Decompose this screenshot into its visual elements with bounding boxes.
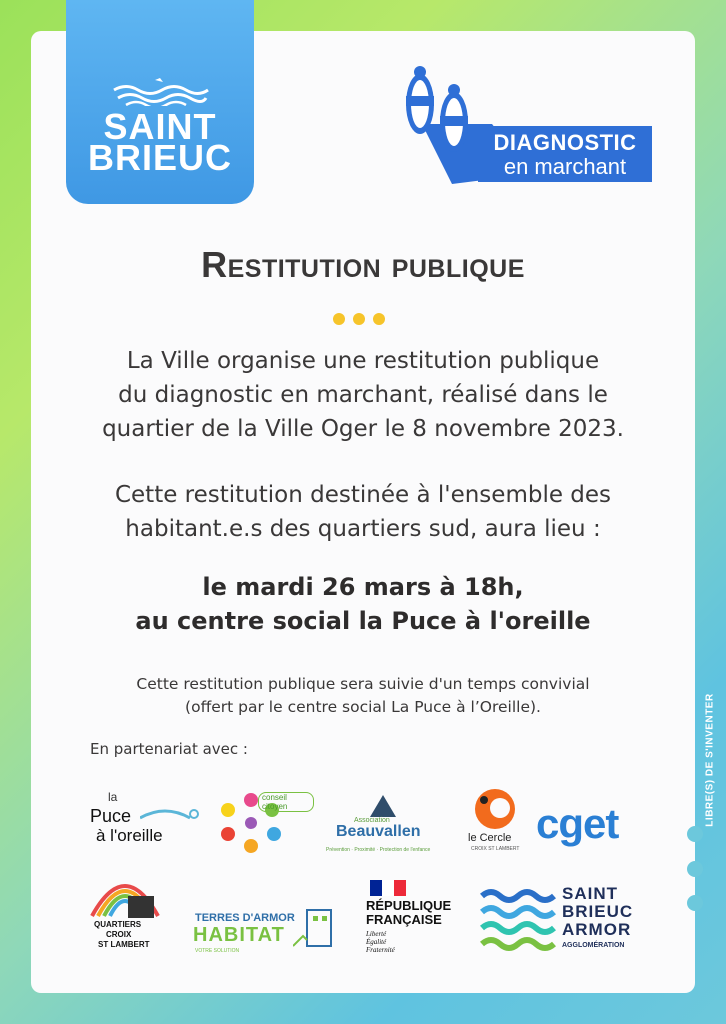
partners-label: En partenariat avec : xyxy=(90,740,248,758)
saint-brieuc-logo xyxy=(66,0,254,204)
sba-waves-icon xyxy=(480,886,558,954)
beauvallen-tagline: Prévention · Proximité · Protection de l'enfance xyxy=(326,847,431,853)
rf-l1: RÉPUBLIQUE xyxy=(366,898,452,913)
note-line: (offert par le centre social La Puce à l’Oreille). xyxy=(185,698,541,716)
house-icon xyxy=(370,795,396,817)
puce-small: la xyxy=(108,790,118,804)
rf-motto-2: Égalité xyxy=(366,938,387,946)
event-location: au centre social la Puce à l'oreille xyxy=(135,607,591,635)
edge-notch xyxy=(687,826,703,842)
cget-label: cget xyxy=(536,800,619,847)
partner-logo-cget xyxy=(536,800,632,850)
audience-line: Cette restitution destinée à l'ensemble des xyxy=(114,482,612,508)
partner-logo-puce xyxy=(90,790,200,850)
terres-tagline: VOTRE SOLUTION xyxy=(195,948,240,954)
terres-l1: TERRES D'ARMOR xyxy=(195,912,295,924)
terres-l2: HABITAT xyxy=(193,924,285,946)
side-slogan xyxy=(700,690,720,830)
waves-icon xyxy=(110,78,210,106)
quartiers-l3: ST LAMBERT xyxy=(98,940,150,949)
diagnostic-logo-line-1: DIAGNOSTIC xyxy=(493,130,637,155)
intro-line: quartier de la Ville Oger le 8 novembre 2023. xyxy=(102,416,624,442)
quartiers-l1: QUARTIERS xyxy=(94,920,142,929)
building-icon xyxy=(293,906,333,948)
marianne-flag-icon xyxy=(370,880,406,896)
diagnostic-logo xyxy=(478,126,652,182)
sba-l2: BRIEUC xyxy=(562,902,634,921)
rf-motto-3: Fraternité xyxy=(366,946,395,954)
partner-logo-le-cercle xyxy=(466,786,526,856)
rf-l2: FRANÇAISE xyxy=(366,912,442,927)
brand-line-1: SAINT xyxy=(103,106,217,147)
dot-icon xyxy=(353,313,365,325)
note-line: Cette restitution publique sera suivie d'un temps convivial xyxy=(136,675,590,693)
puce-main: Puce xyxy=(90,806,132,826)
quartiers-l2: CROIX xyxy=(106,930,132,939)
diagnostic-logo-line-2: en marchant xyxy=(503,154,627,179)
event-date-location xyxy=(60,570,666,638)
partner-logo-quartiers xyxy=(88,866,162,952)
decorative-dots xyxy=(333,310,393,329)
partner-logo-saint-brieuc-armor xyxy=(480,882,640,958)
beauvallen-main: Beauvallen xyxy=(336,823,421,840)
audience-paragraph xyxy=(60,478,666,546)
conseil-label: conseil citoyen xyxy=(258,792,314,812)
dot-icon xyxy=(333,313,345,325)
audience-line: habitant.e.s des quartiers sud, aura lieu : xyxy=(125,516,601,542)
cercle-sub: CROIX ST LAMBERT xyxy=(471,846,520,852)
convivial-note xyxy=(60,673,666,719)
beauvallen-small: Association xyxy=(354,817,390,824)
rf-motto-1: Liberté xyxy=(366,930,387,938)
page-title: Restitution publique xyxy=(201,244,525,285)
side-slogan-text: LIBRE(S) DE S'INVENTER xyxy=(704,693,716,827)
partner-logo-conseil-citoyen xyxy=(214,790,314,854)
sba-l1: SAINT xyxy=(562,884,618,903)
intro-line: La Ville organise une restitution publique xyxy=(126,348,600,374)
partner-logo-beauvallen xyxy=(326,795,446,859)
partner-logo-terres-darmor xyxy=(193,898,335,958)
puce-tagline: à l'oreille xyxy=(96,826,163,845)
ear-icon xyxy=(140,804,200,824)
brand-line-2: BRIEUC xyxy=(87,137,232,178)
intro-line: du diagnostic en marchant, réalisé dans le xyxy=(118,382,608,408)
edge-notch xyxy=(687,861,703,877)
dot-icon xyxy=(373,313,385,325)
event-date: le mardi 26 mars à 18h, xyxy=(202,573,524,601)
sba-l4: AGGLOMÉRATION xyxy=(562,942,625,949)
rf-motto xyxy=(366,930,395,954)
cercle-main: le Cercle xyxy=(468,832,512,844)
edge-notch xyxy=(687,895,703,911)
partner-logo-republique-francaise xyxy=(366,880,456,960)
intro-paragraph xyxy=(60,344,666,446)
cercle-swirl-icon xyxy=(472,786,518,832)
sba-l3: ARMOR xyxy=(562,920,632,939)
rainbow-icon xyxy=(88,866,162,922)
